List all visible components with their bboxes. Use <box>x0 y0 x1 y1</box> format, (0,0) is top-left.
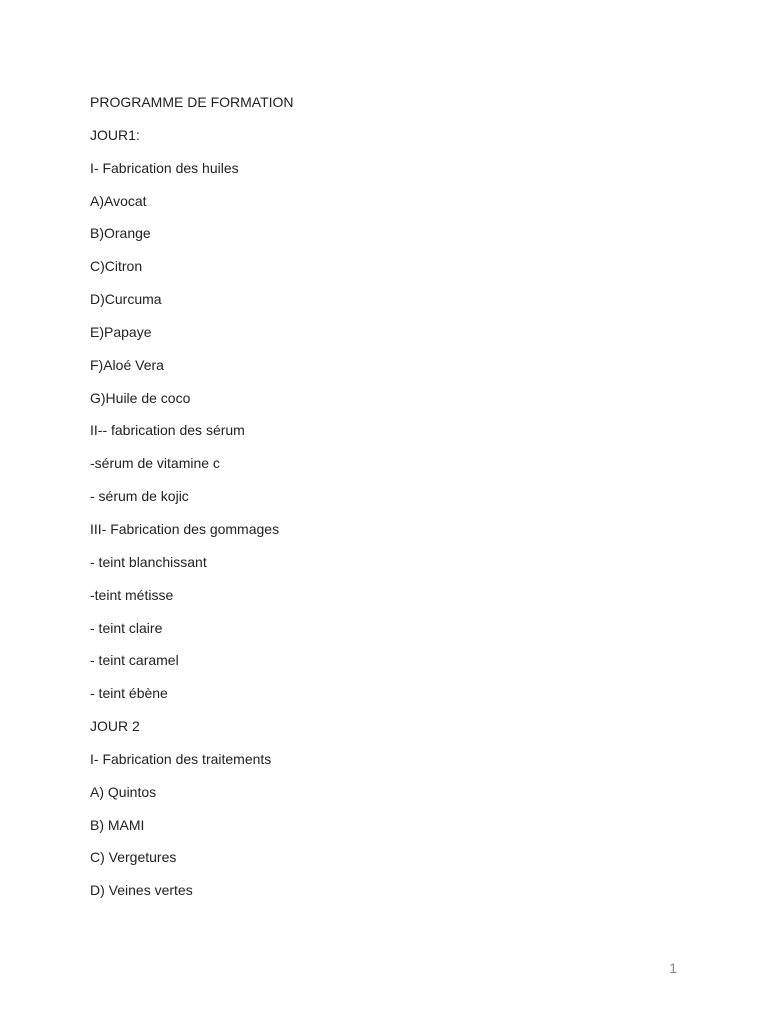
list-item: - teint blanchissant <box>90 553 207 570</box>
list-item: - teint ébène <box>90 685 168 702</box>
list-item: A) Quintos <box>90 783 157 800</box>
list-item: - sérum de kojic <box>90 488 189 505</box>
section-heading: II-- fabrication des sérum <box>90 422 245 439</box>
day-heading: JOUR 2 <box>90 718 140 735</box>
list-item: D) Veines vertes <box>90 882 193 899</box>
day-heading: JOUR1: <box>90 126 140 143</box>
document-body <box>90 92 294 913</box>
section-heading: I- Fabrication des huiles <box>90 159 239 176</box>
list-item: F)Aloé Vera <box>90 356 164 373</box>
section-heading: III- Fabrication des gommages <box>90 520 280 537</box>
list-item: C)Citron <box>90 258 143 275</box>
list-item: G)Huile de coco <box>90 389 191 406</box>
list-item: C) Vergetures <box>90 849 177 866</box>
list-item: D)Curcuma <box>90 291 162 308</box>
list-item: - teint caramel <box>90 652 179 669</box>
document-title: PROGRAMME DE FORMATION <box>90 94 294 110</box>
list-item: E)Papaye <box>90 323 152 340</box>
list-item: -teint métisse <box>90 586 174 603</box>
list-item: A)Avocat <box>90 192 147 209</box>
list-item: B) MAMI <box>90 816 145 833</box>
page-number: 1 <box>669 960 677 976</box>
section-heading: I- Fabrication des traitements <box>90 750 272 767</box>
list-item: -sérum de vitamine c <box>90 455 220 472</box>
list-item: B)Orange <box>90 225 151 242</box>
list-item: - teint claire <box>90 619 163 636</box>
